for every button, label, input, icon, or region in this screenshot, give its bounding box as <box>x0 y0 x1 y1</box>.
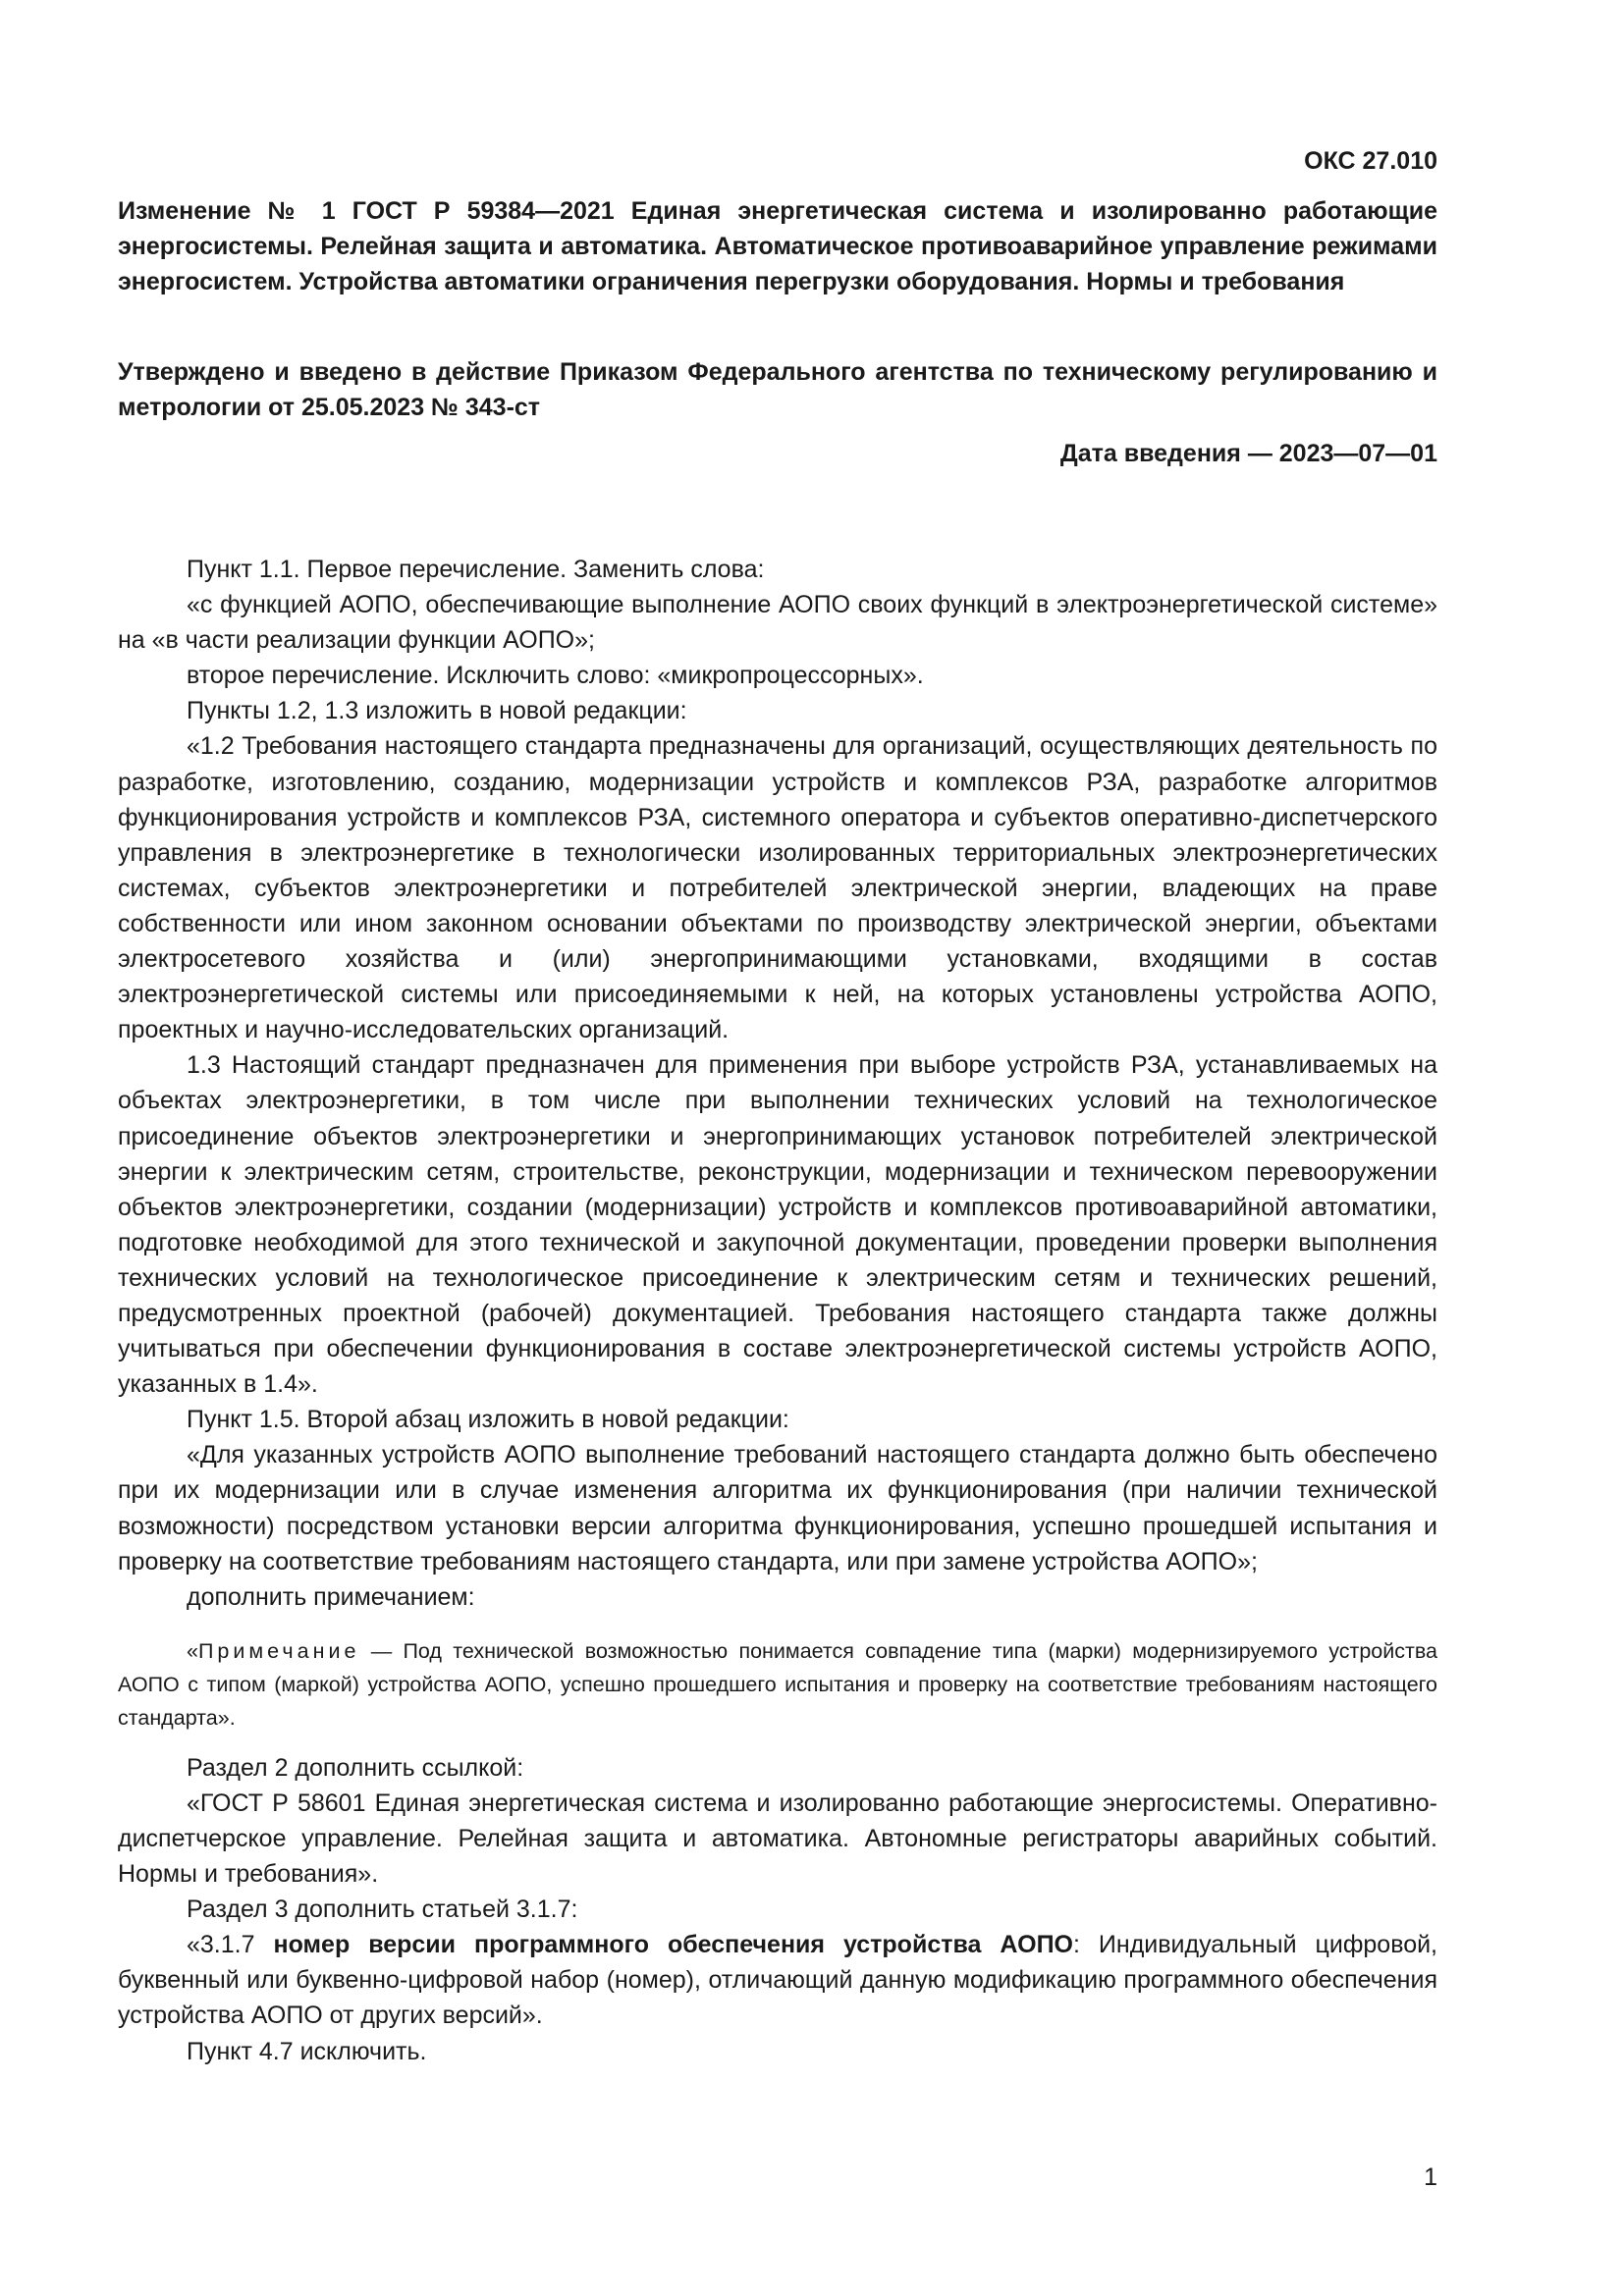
introduction-date: Дата введения — 2023—07—01 <box>1059 440 1437 467</box>
paragraph: Пункт 1.1. Первое перечисление. Заменить слова: <box>187 556 765 583</box>
paragraph: «Для указанных устройств АОПО выполнение требований настоящего стандарта должно быть обеспечено при их модернизации или в случае изменения алгоритма их функционирования (при наличии технической возможности) посредством установки версии алгоритма функционирования, успешно прошедшей испытания и проверку на соответствие требованиям настоящего стандарта, или при замене устройства АОПО»; <box>118 1441 1437 1575</box>
approval-statement: Утверждено и введено в действие Приказом Федерального агентства по техническому регулированию и метрологии от 25.05.2023 № 343-ст <box>118 358 1437 421</box>
page-number: 1 <box>1424 2163 1437 2191</box>
definition-term: номер версии программного обеспечения устройства АОПО <box>273 1931 1073 1959</box>
note-paragraph <box>118 1634 1437 1735</box>
paragraph: «с функцией АОПО, обеспечивающие выполнение АОПО своих функций в электроэнергетической системе» на «в части реализации функции АОПО»; <box>118 591 1437 655</box>
oks-code: ОКС 27.010 <box>1304 147 1437 175</box>
paragraph: «ГОСТ Р 58601 Единая энергетическая система и изолированно работающие энергосистемы. Оперативно-диспетчерское управление. Релейная защита и автоматика. Автономные регистраторы аварийных событий. Нормы и требования». <box>118 1789 1437 1889</box>
paragraph: второе перечисление. Исключить слово: «микропроцессорных». <box>187 662 924 690</box>
paragraph: дополнить примечанием: <box>187 1582 475 1611</box>
paragraph: Пункты 1.2, 1.3 изложить в новой редакции: <box>187 697 687 725</box>
note-label: Примечание <box>197 1638 360 1663</box>
paragraph: «1.2 Требования настоящего стандарта предназначены для организаций, осуществляющих деятельность по разработке, изготовлению, созданию, модернизации устройств и комплексов РЗА, разработке алгоритмов функционирования устройств и комплексов РЗА, системного оператора и субъектов оперативно-диспетчерского управления в электроэнергетике в технологически изолированных территориальных электроэнергетических системах, субъектов электроэнергетики и потребителей электрической энергии, владеющих на праве собственности или ином законном основании объектами по производству электрической энергии, объектами электросетевого хозяйства и (или) энергопринимающими установками, входящими в состав электроэнергетической системы или присоединяемыми к ней, на которых установлены устройства АОПО, проектных и научно-исследовательских организаций. <box>118 732 1437 1044</box>
note-open-quote: « <box>187 1638 198 1663</box>
definition-paragraph <box>118 1927 1437 2033</box>
document-title: Изменение № 1 ГОСТ Р 59384—2021 Единая энергетическая система и изолированно работающие энергосистемы. Релейная защита и автоматика. Автоматическое противоаварийное управление режимами энергосистем. Устройства автоматики ограничения перегрузки оборудования. Нормы и требования <box>118 197 1437 295</box>
paragraph: Раздел 2 дополнить ссылкой: <box>187 1753 524 1782</box>
paragraph: Пункт 1.5. Второй абзац изложить в новой редакции: <box>187 1406 789 1434</box>
paragraph: Пункт 4.7 исключить. <box>187 2037 427 2065</box>
definition-text: : Индивидуальный цифровой, буквенный или буквенно-цифровой набор (номер), отличающий данную модификацию программного обеспечения устройства АОПО от других версий». <box>118 1931 1438 2030</box>
paragraph: Раздел 3 дополнить статьей 3.1.7: <box>187 1896 578 1924</box>
definition-number: «3.1.7 <box>187 1931 274 1959</box>
note-text: — Под технической возможностью понимается совпадение типа (марки) модернизируемого устройства АОПО с типом (маркой) устройства АОПО, успешно прошедшего испытания и проверку на соответствие требованиям настоящего стандарта». <box>118 1638 1437 1730</box>
paragraph: 1.3 Настоящий стандарт предназначен для применения при выборе устройств РЗА, устанавливаемых на объектах электроэнергетики, в том числе при выполнении технических условий на технологическое присоединение объектов электроэнергетики и энергопринимающих установок потребителей электрической энергии к электрическим сетям, строительстве, реконструкции, модернизации и техническом перевооружении объектов электроэнергетики, создании (модернизации) устройств и комплексов противоаварийной автоматики, подготовке необходимой для этого технической и закупочной документации, проведении проверки выполнения технических условий на технологическое присоединение к электрическим сетям и технических решений, предусмотренных проектной (рабочей) документацией. Требования настоящего стандарта также должны учитываться при обеспечении функционирования в составе электроэнергетической системы устройств АОПО, указанных в 1.4». <box>118 1051 1437 1399</box>
document-body <box>118 552 1437 2069</box>
